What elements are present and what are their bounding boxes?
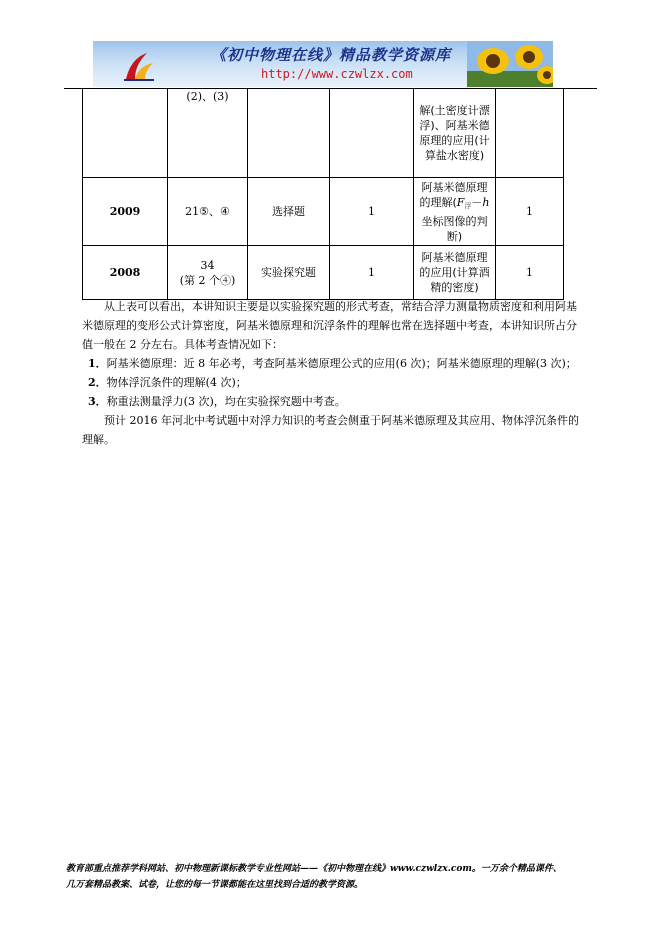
list-item (82, 392, 582, 411)
question-number-line: (2)、(3) (186, 90, 229, 103)
question-number-line: (第 2 个④) (179, 273, 236, 287)
force-subscript: 浮 (464, 201, 472, 210)
banner-title: 《初中物理在线》精品教学资源库 (211, 46, 452, 64)
depth-symbol: h (482, 195, 490, 209)
question-number-line: 21⑤、④ (185, 205, 230, 218)
knowledge-point-cell: 阿基米德原理的应用(计算酒精的密度) (414, 246, 496, 300)
table-row (83, 178, 564, 246)
year-cell (83, 89, 168, 178)
question-type-cell: 实验探究题 (248, 246, 330, 300)
question-type-cell (248, 89, 330, 178)
item-text: 物体浮沉条件的理解(4 次)； (106, 376, 247, 389)
item-number: 2． (88, 376, 107, 389)
question-number-cell (168, 246, 248, 300)
count-cell (496, 89, 564, 178)
score-cell: 1 (330, 178, 414, 246)
page-footer (66, 861, 606, 893)
point-text: 坐标图像的判断) (421, 214, 488, 243)
knowledge-point-cell: 解(土密度计漂浮)、阿基米德原理的应用(计算盐水密度) (414, 89, 496, 178)
footer-line: 几万套精品教案、试卷，让您的每一节课都能在这里找到合适的教学资源。 (66, 880, 364, 890)
point-text: 阿基米德原理的理解( (419, 180, 488, 209)
score-cell: 1 (330, 246, 414, 300)
score-cell (330, 89, 414, 178)
question-number-cell (168, 89, 248, 178)
site-logo-icon (121, 49, 155, 83)
prediction-paragraph: 预计 2016 年河北中考试题中对浮力知识的考查会侧重于阿基米德原理及其应用、物体浮沉条件的理解。 (82, 414, 579, 446)
question-number-line: 34 (200, 258, 215, 272)
item-text: 阿基米德原理：近 8 年必考，考查阿基米德原理公式的应用(6 次)；阿基米德原理的理解(3 次)； (106, 357, 577, 370)
banner-url[interactable]: http://www.czwlzx.com (261, 67, 413, 81)
item-text: 称重法测量浮力(3 次)，均在实验探究题中考查。 (106, 395, 346, 408)
year-cell: 2008 (83, 246, 168, 300)
item-number: 3． (88, 395, 107, 408)
footer-line: 教育部重点推荐学科网站、初中物理新课标教学专业性网站——《初中物理在线》www.czwlzx.com。一万余个精品课件、 (66, 864, 562, 874)
list-item (82, 373, 582, 392)
year-cell: 2009 (83, 178, 168, 246)
summary-paragraph: 从上表可以看出，本讲知识主要是以实验探究题的形式考查，常结合浮力测量物质密度和利用阿基米德原理的变形公式计算密度，阿基米德原理和沉浮条件的理解也常在选择题中考查，本讲知识所占分值一般在 2 分左右。具体考查情况如下： (82, 300, 577, 351)
table-row (83, 89, 564, 178)
item-number: 1． (88, 357, 107, 370)
list-item (82, 354, 582, 373)
question-number-cell (168, 178, 248, 246)
force-symbol: F (456, 195, 465, 209)
analysis-section (82, 297, 582, 449)
question-type-cell: 选择题 (248, 178, 330, 246)
count-cell: 1 (496, 246, 564, 300)
dash-symbol: － (471, 195, 483, 209)
knowledge-point-cell (414, 178, 496, 246)
table-row (83, 246, 564, 300)
exam-analysis-table (82, 88, 564, 300)
count-cell: 1 (496, 178, 564, 246)
sunflower-icon (467, 41, 553, 87)
header-banner (93, 41, 553, 87)
